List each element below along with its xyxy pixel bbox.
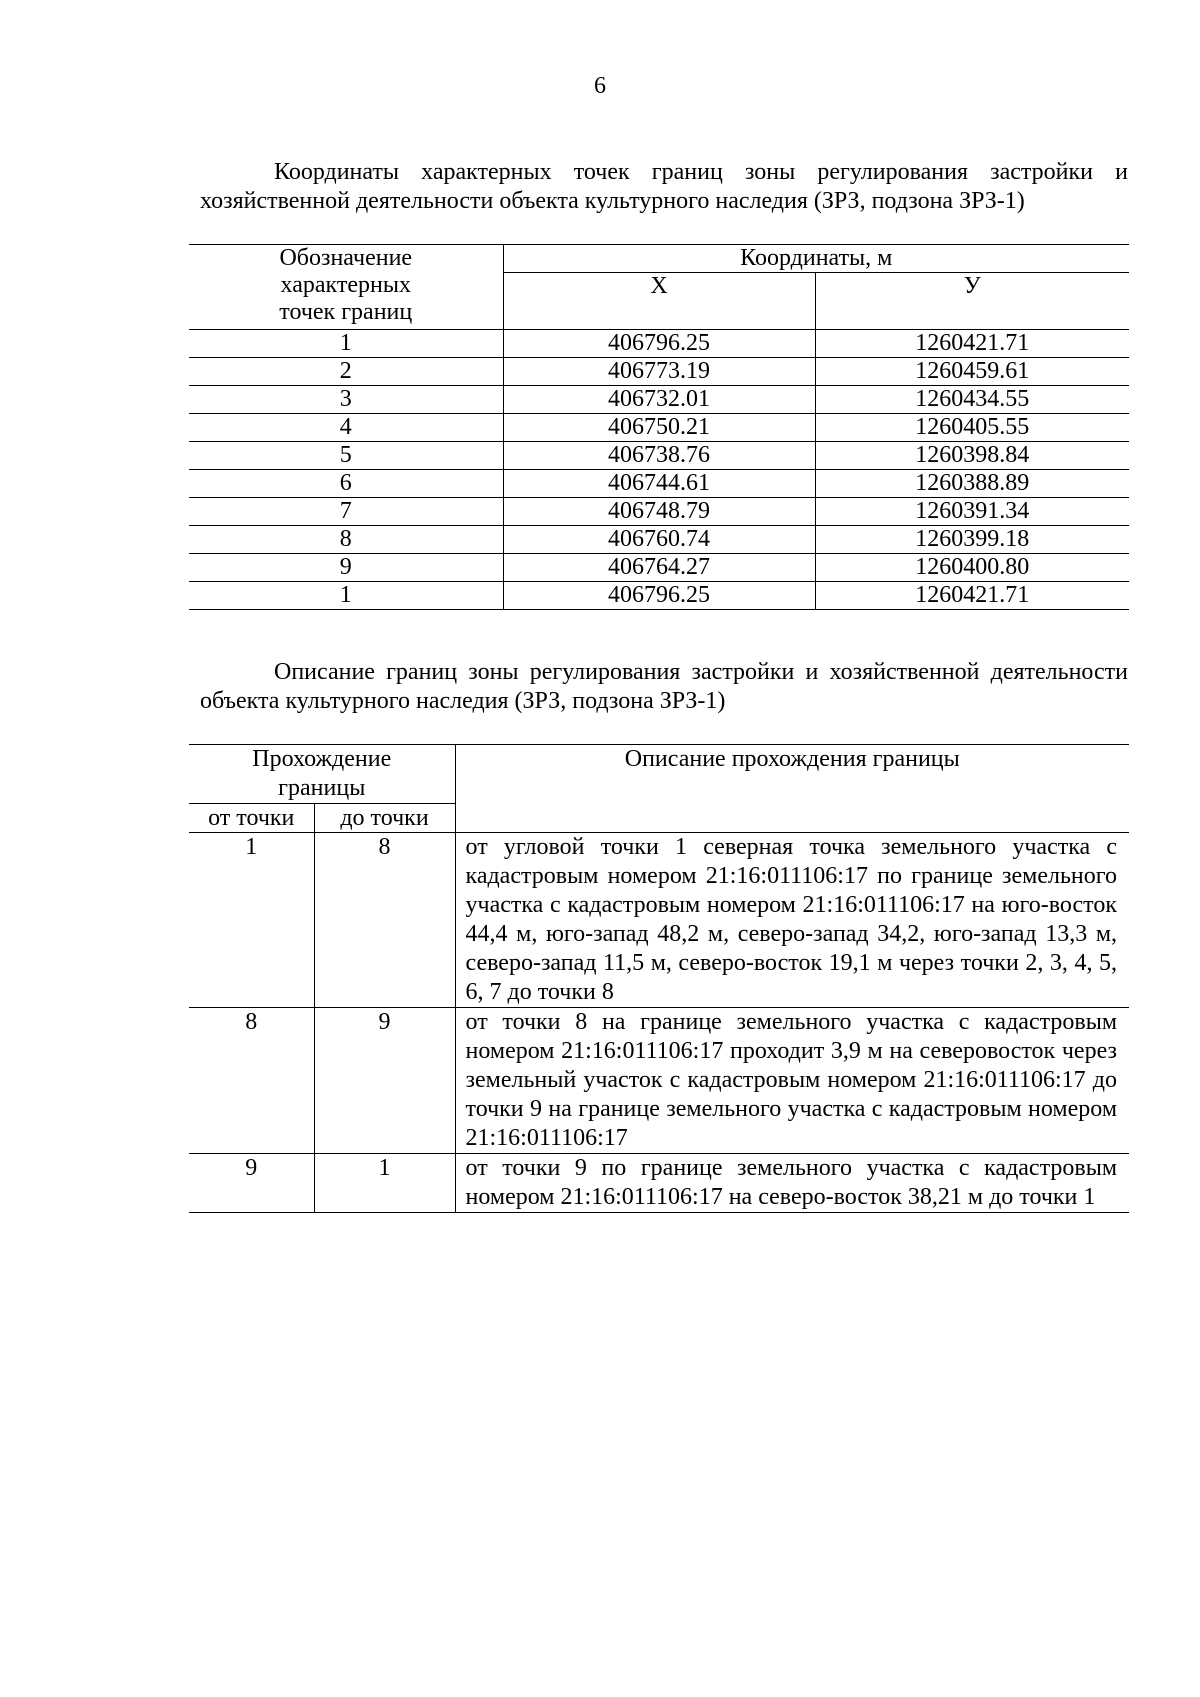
table-row bbox=[189, 330, 1129, 358]
to-point-header: до точки bbox=[314, 804, 455, 833]
from-point-cell: 9 bbox=[189, 1154, 314, 1213]
point-cell: 7 bbox=[189, 498, 503, 526]
boundary-passage-header-line1: Прохождение bbox=[252, 746, 392, 772]
coordinates-table-heading: Координаты характерных точек границ зоны регулирования застройки и хозяйственной деятельности объекта культурного наследия (ЗРЗ, подзона ЗРЗ-1) bbox=[200, 159, 1128, 214]
point-cell: 1 bbox=[189, 330, 503, 358]
to-point-cell: 8 bbox=[314, 833, 455, 1008]
point-cell: 6 bbox=[189, 470, 503, 498]
x-cell: 406738.76 bbox=[503, 442, 815, 470]
x-cell: 406796.25 bbox=[503, 330, 815, 358]
table-row bbox=[189, 833, 1129, 1008]
boundary-description-table bbox=[189, 744, 1129, 1213]
from-point-cell: 8 bbox=[189, 1008, 314, 1154]
point-cell: 8 bbox=[189, 526, 503, 554]
table-row bbox=[189, 414, 1129, 442]
x-cell: 406760.74 bbox=[503, 526, 815, 554]
description-cell: от угловой точки 1 северная точка земельного участка с кадастровым номером 21:16:011106:17 по границе земельного участка с кадастровым номером 21:16:011106:17 на юго-восток 44,4 м, юго-запад 48,2 м, северо-запад 34,2, юго-запад 13,3 м, северо-запад 11,5 м, северо-восток 19,1 м через точки 2, 3, 4, 5, 6, 7 до точки 8 bbox=[455, 833, 1129, 1008]
x-cell: 406796.25 bbox=[503, 582, 815, 610]
description-cell: от точки 9 по границе земельного участка с кадастровым номером 21:16:011106:17 на северо-восток 38,21 м до точки 1 bbox=[455, 1154, 1129, 1213]
x-cell: 406748.79 bbox=[503, 498, 815, 526]
table-row bbox=[189, 526, 1129, 554]
point-cell: 2 bbox=[189, 358, 503, 386]
point-cell: 4 bbox=[189, 414, 503, 442]
x-cell: 406750.21 bbox=[503, 414, 815, 442]
point-designation-header-line2: характерных bbox=[280, 272, 411, 298]
y-cell: 1260398.84 bbox=[815, 442, 1129, 470]
y-cell: 1260421.71 bbox=[815, 582, 1129, 610]
coordinates-header: Координаты, м bbox=[503, 245, 1129, 273]
x-cell: 406732.01 bbox=[503, 386, 815, 414]
coordinates-table bbox=[189, 244, 1129, 610]
description-cell: от точки 8 на границе земельного участка с кадастровым номером 21:16:011106:17 проходит 3,9 м на северовосток через земельный участок с кадастровым номером 21:16:011106:17 до точки 9 на границе земельного участка с кадастровым номером 21:16:011106:17 bbox=[455, 1008, 1129, 1154]
x-cell: 406744.61 bbox=[503, 470, 815, 498]
x-header: X bbox=[503, 273, 815, 330]
table-row bbox=[189, 358, 1129, 386]
boundary-passage-header-line2: границы bbox=[278, 775, 366, 801]
passage-description-header: Описание прохождения границы bbox=[455, 745, 1129, 833]
to-point-cell: 1 bbox=[314, 1154, 455, 1213]
point-designation-header-line3: точек границ bbox=[279, 299, 413, 325]
table-row bbox=[189, 470, 1129, 498]
point-designation-header bbox=[189, 245, 503, 330]
y-cell: 1260459.61 bbox=[815, 358, 1129, 386]
y-header: У bbox=[815, 273, 1129, 330]
y-cell: 1260405.55 bbox=[815, 414, 1129, 442]
from-point-cell: 1 bbox=[189, 833, 314, 1008]
point-cell: 3 bbox=[189, 386, 503, 414]
y-cell: 1260391.34 bbox=[815, 498, 1129, 526]
table-row bbox=[189, 1008, 1129, 1154]
point-designation-header-line1: Обозначение bbox=[279, 245, 413, 271]
y-cell: 1260421.71 bbox=[815, 330, 1129, 358]
table-row bbox=[189, 498, 1129, 526]
table-row bbox=[189, 582, 1129, 610]
page-number: 6 bbox=[594, 73, 606, 99]
x-cell: 406773.19 bbox=[503, 358, 815, 386]
y-cell: 1260400.80 bbox=[815, 554, 1129, 582]
point-cell: 1 bbox=[189, 582, 503, 610]
point-cell: 9 bbox=[189, 554, 503, 582]
to-point-cell: 9 bbox=[314, 1008, 455, 1154]
x-cell: 406764.27 bbox=[503, 554, 815, 582]
y-cell: 1260434.55 bbox=[815, 386, 1129, 414]
table-row bbox=[189, 554, 1129, 582]
y-cell: 1260399.18 bbox=[815, 526, 1129, 554]
table-row bbox=[189, 1154, 1129, 1213]
table-row bbox=[189, 442, 1129, 470]
boundary-passage-header bbox=[189, 745, 455, 804]
from-point-header: от точки bbox=[189, 804, 314, 833]
point-cell: 5 bbox=[189, 442, 503, 470]
boundary-description-heading: Описание границ зоны регулирования застройки и хозяйственной деятельности объекта культурного наследия (ЗРЗ, подзона ЗРЗ-1) bbox=[200, 659, 1128, 714]
table-row bbox=[189, 386, 1129, 414]
y-cell: 1260388.89 bbox=[815, 470, 1129, 498]
